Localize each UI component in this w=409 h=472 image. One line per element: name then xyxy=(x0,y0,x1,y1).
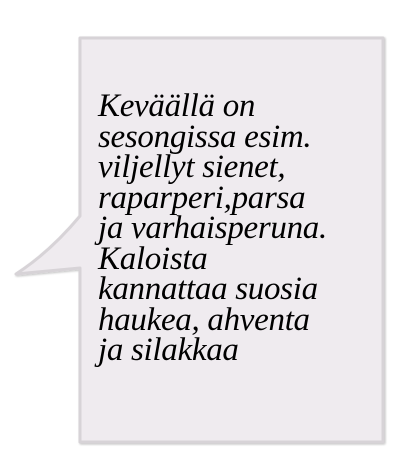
bubble-line: haukea, ahventa xyxy=(98,301,310,338)
bubble-line: kannattaa suosia xyxy=(98,271,318,307)
bubble-line: ja varhaisperuna. xyxy=(98,210,327,246)
bubble-text xyxy=(98,88,388,368)
bubble-line: ja silakkaa xyxy=(98,332,239,368)
bubble-line: viljellyt sienet, xyxy=(98,149,286,185)
bubble-line: sesongissa esim. xyxy=(98,118,312,155)
bubble-line: raparperi,parsa xyxy=(98,179,306,216)
bubble-line: Kaloista xyxy=(98,240,208,277)
bubble-line: Keväällä on xyxy=(98,88,256,124)
